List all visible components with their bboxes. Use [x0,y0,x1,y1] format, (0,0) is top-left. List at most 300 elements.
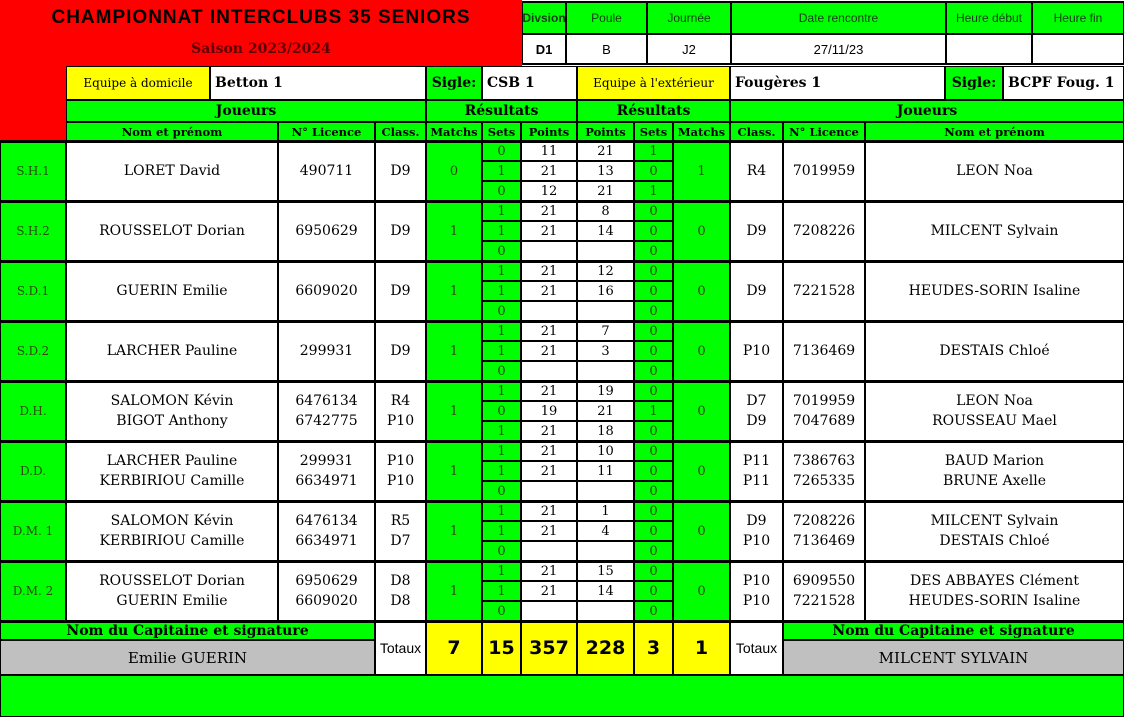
home-player-licence-line[interactable]: 299931 [299,343,354,359]
away-player-name-line[interactable]: DESTAIS Chloé [939,343,1050,359]
home-set-points[interactable]: 19 [521,401,577,421]
away-player-licence-line[interactable]: 7047689 [792,413,856,429]
home-player-class-line[interactable]: D7 [390,533,411,549]
home-set-result[interactable]: 1 [482,381,521,401]
away-player-class [730,501,783,561]
away-player-name [865,201,1124,261]
home-set-points[interactable]: 21 [521,221,577,241]
away-player-licence-line[interactable]: 7136469 [792,533,856,549]
col-home-matchs: Matchs [426,122,482,141]
away-player-licence [783,441,865,501]
away-player-name [865,321,1124,381]
away-captain-name[interactable]: MILCENT SYLVAIN [783,640,1124,675]
home-matchs-won[interactable]: 1 [426,441,482,501]
away-player-class [730,561,783,621]
season-label: Saison 2023/2024 [191,41,331,57]
home-player-class-line[interactable]: D9 [390,283,411,299]
away-set-result[interactable]: 1 [634,181,673,201]
away-set-result[interactable]: 1 [634,141,673,161]
home-player-name-line[interactable]: BIGOT Anthony [116,413,228,429]
home-set-points[interactable]: 21 [521,281,577,301]
away-set-result[interactable]: 0 [634,521,673,541]
away-set-result[interactable]: 0 [634,501,673,521]
away-player-licence [783,201,865,261]
home-player-name-line[interactable]: KERBIRIOU Camille [99,473,245,489]
home-captain-label: Nom du Capitaine et signature [0,621,375,640]
away-set-result[interactable]: 0 [634,601,673,621]
home-player-class [375,381,426,441]
total-away-sets: 3 [634,621,673,675]
match-label: S.H.1 [0,141,66,201]
away-player-class-line[interactable]: P10 [742,533,771,549]
home-player-name [66,321,278,381]
away-set-points[interactable]: 21 [577,141,634,161]
home-player-licence [278,141,375,201]
home-team-name[interactable]: Betton 1 [210,66,426,100]
away-player-class-line[interactable]: R4 [746,163,767,179]
away-set-points[interactable]: 18 [577,421,634,441]
col-home-points: Points [521,122,577,141]
home-player-licence-line[interactable]: 490711 [299,163,354,179]
away-player-class-line[interactable]: P10 [742,593,771,609]
away-matchs-won[interactable]: 0 [673,201,730,261]
away-set-result[interactable]: 0 [634,561,673,581]
away-set-result[interactable]: 0 [634,261,673,281]
total-home-points: 357 [521,621,577,675]
away-player-licence-line[interactable]: 7208226 [792,223,856,239]
away-player-class [730,261,783,321]
away-set-result[interactable]: 0 [634,221,673,241]
home-set-points[interactable]: 21 [521,561,577,581]
away-player-licence-line[interactable]: 7386763 [792,453,856,469]
away-player-class [730,381,783,441]
away-player-licence [783,561,865,621]
home-player-licence [278,261,375,321]
home-player-name [66,261,278,321]
away-player-name-line[interactable]: MILCENT Sylvain [930,513,1059,529]
home-player-name-line[interactable]: KERBIRIOU Camille [99,533,245,549]
away-matchs-won[interactable]: 0 [673,381,730,441]
total-away-points: 228 [577,621,634,675]
row-divider [0,260,1124,263]
away-players-header: Joueurs [730,100,1124,122]
home-player-name [66,201,278,261]
away-set-result[interactable]: 0 [634,201,673,221]
home-player-licence [278,201,375,261]
away-set-result[interactable]: 0 [634,241,673,261]
row-divider [0,560,1124,563]
away-sigle-label: Sigle: [945,66,1003,100]
info-header-division: Divsion [522,1,566,34]
away-set-points[interactable]: 14 [577,221,634,241]
home-player-name-line[interactable]: LARCHER Pauline [106,343,238,359]
away-set-points[interactable]: 16 [577,281,634,301]
home-player-class-line[interactable]: R4 [390,393,411,409]
home-captain-name[interactable]: Emilie GUERIN [0,640,375,675]
total-home-sets: 15 [482,621,521,675]
home-player-class [375,441,426,501]
match-label: D.H. [0,381,66,441]
away-set-result[interactable]: 0 [634,541,673,561]
home-set-points[interactable] [521,301,577,321]
away-player-class-line[interactable]: D7 [746,393,767,409]
home-set-points[interactable]: 21 [521,581,577,601]
away-set-points[interactable]: 11 [577,461,634,481]
col-away-licence: N° Licence [783,122,865,141]
away-set-result[interactable]: 0 [634,301,673,321]
away-player-name-line[interactable]: DESTAIS Chloé [939,533,1050,549]
away-player-licence [783,141,865,201]
away-matchs-won[interactable]: 0 [673,321,730,381]
home-set-points[interactable] [521,361,577,381]
home-set-points[interactable]: 21 [521,441,577,461]
away-set-result[interactable]: 0 [634,581,673,601]
home-set-points[interactable]: 21 [521,421,577,441]
home-set-points[interactable] [521,241,577,261]
home-player-class-line[interactable]: D8 [390,573,411,589]
home-player-name [66,441,278,501]
away-player-licence-line[interactable]: 7265335 [792,473,856,489]
row-divider [0,320,1124,323]
home-set-result[interactable]: 0 [482,481,521,501]
info-value-division[interactable]: D1 [522,34,566,65]
home-players-header: Joueurs [66,100,426,122]
info-header-heure-fin: Heure fin [1032,1,1124,34]
home-matchs-won[interactable]: 0 [426,141,482,201]
info-header-date: Date rencontre [731,1,946,34]
away-player-class-line[interactable]: D9 [746,283,767,299]
away-player-name-line[interactable]: DES ABBAYES Clément [910,573,1079,589]
away-player-licence [783,321,865,381]
home-set-result[interactable]: 0 [482,361,521,381]
away-player-class-line[interactable]: P11 [742,453,771,469]
home-player-class-line[interactable]: P10 [386,453,415,469]
away-matchs-won[interactable]: 0 [673,561,730,621]
match-label: S.D.1 [0,261,66,321]
away-set-result[interactable]: 0 [634,481,673,501]
away-sigle-value[interactable]: BCPF Foug. 1 [1003,66,1124,100]
home-player-class-line[interactable]: P10 [386,413,415,429]
away-player-name-line[interactable]: LEON Noa [956,393,1033,409]
home-player-class-line[interactable]: D9 [390,223,411,239]
away-set-points[interactable]: 7 [577,321,634,341]
away-player-name-line[interactable]: HEUDES-SORIN Isaline [908,283,1081,299]
away-player-name [865,501,1124,561]
col-home-sets: Sets [482,122,521,141]
home-player-licence [278,501,375,561]
match-label: S.D.2 [0,321,66,381]
away-team-label: Equipe à l'extérieur [577,66,730,100]
row-divider [0,200,1124,203]
footer-divider [0,620,1124,623]
col-away-matchs: Matchs [673,122,730,141]
home-matchs-won[interactable]: 1 [426,321,482,381]
away-player-licence-line[interactable]: 7208226 [792,513,856,529]
home-player-name-line[interactable]: ROUSSELOT Dorian [99,223,245,239]
away-player-name [865,261,1124,321]
away-matchs-won[interactable]: 0 [673,441,730,501]
info-value-heure-debut[interactable] [946,34,1032,65]
home-set-result[interactable]: 1 [482,341,521,361]
away-set-points[interactable]: 19 [577,381,634,401]
info-value-date[interactable]: 27/11/23 [731,34,946,65]
away-team-name[interactable]: Fougères 1 [730,66,945,100]
home-set-points[interactable]: 21 [521,381,577,401]
away-player-licence [783,381,865,441]
info-value-poule[interactable]: B [566,34,647,65]
home-set-result[interactable]: 1 [482,461,521,481]
row-divider [0,440,1124,443]
home-player-class-line[interactable]: P10 [386,473,415,489]
home-set-points[interactable]: 21 [521,341,577,361]
away-set-points[interactable] [577,481,634,501]
home-player-name [66,501,278,561]
away-set-result[interactable]: 0 [634,321,673,341]
away-set-result[interactable]: 0 [634,421,673,441]
home-matchs-won[interactable]: 1 [426,201,482,261]
home-player-licence-line[interactable]: 6634971 [295,473,358,489]
home-set-result[interactable]: 0 [482,301,521,321]
col-away-class: Class. [730,122,783,141]
home-set-result[interactable]: 0 [482,601,521,621]
home-set-result[interactable]: 1 [482,581,521,601]
home-player-licence-line[interactable]: 6609020 [295,593,358,609]
home-set-result[interactable]: 0 [482,241,521,261]
away-set-points[interactable]: 13 [577,161,634,181]
home-player-licence [278,321,375,381]
home-sigle-value[interactable]: CSB 1 [482,66,577,100]
home-player-licence-line[interactable]: 6950629 [295,223,358,239]
away-set-points[interactable]: 10 [577,441,634,461]
col-away-sets: Sets [634,122,673,141]
away-set-result[interactable]: 0 [634,161,673,181]
home-player-name-line[interactable]: LARCHER Pauline [106,453,238,469]
away-player-class-line[interactable]: P11 [742,473,771,489]
away-player-class [730,201,783,261]
page-title: CHAMPIONNAT INTERCLUBS 35 SENIORS [51,7,471,28]
home-player-licence-line[interactable]: 6742775 [295,413,358,429]
info-header-journee: Journée [647,1,731,34]
away-player-name-line[interactable]: HEUDES-SORIN Isaline [908,593,1081,609]
away-set-points[interactable]: 21 [577,181,634,201]
col-away-points: Points [577,122,634,141]
home-set-result[interactable]: 1 [482,261,521,281]
away-player-class [730,441,783,501]
away-player-class-line[interactable]: P10 [742,573,771,589]
home-player-licence [278,561,375,621]
away-set-points[interactable]: 21 [577,401,634,421]
match-label: D.D. [0,441,66,501]
home-player-licence [278,381,375,441]
away-matchs-won[interactable]: 0 [673,261,730,321]
col-away-name: Nom et prénom [865,122,1124,141]
info-header-poule: Poule [566,1,647,34]
home-player-name-line[interactable]: ROUSSELOT Dorian [99,573,245,589]
away-player-class-line[interactable]: D9 [746,413,767,429]
away-set-result[interactable]: 1 [634,401,673,421]
away-player-licence-line[interactable]: 7221528 [792,593,856,609]
home-player-class [375,561,426,621]
home-set-result[interactable]: 1 [482,421,521,441]
away-totals-label: Totaux [730,621,783,675]
home-player-name [66,561,278,621]
away-set-points[interactable] [577,541,634,561]
info-value-journee[interactable]: J2 [647,34,731,65]
info-header-heure-debut: Heure début [946,1,1032,34]
away-set-points[interactable] [577,361,634,381]
away-player-class-line[interactable]: D9 [746,513,767,529]
away-player-class-line[interactable]: D9 [746,223,767,239]
home-player-licence [278,441,375,501]
home-player-licence-line[interactable]: 6609020 [295,283,358,299]
away-set-result[interactable]: 0 [634,461,673,481]
total-away-matchs: 1 [673,621,730,675]
col-home-class: Class. [375,122,426,141]
home-set-result[interactable]: 0 [482,181,521,201]
away-set-points[interactable] [577,301,634,321]
home-player-class-line[interactable]: R5 [390,513,411,529]
home-set-result[interactable]: 1 [482,501,521,521]
away-player-name-line[interactable]: BRUNE Axelle [942,473,1047,489]
away-player-licence-line[interactable]: 7019959 [792,163,856,179]
footer-band [0,675,1124,717]
col-home-licence: N° Licence [278,122,375,141]
info-value-heure-fin[interactable] [1032,34,1124,65]
title-block-left [0,66,66,141]
away-set-points[interactable]: 1 [577,501,634,521]
home-player-class [375,141,426,201]
away-set-points[interactable]: 3 [577,341,634,361]
home-matchs-won[interactable]: 1 [426,261,482,321]
away-player-name [865,441,1124,501]
away-set-result[interactable]: 0 [634,281,673,301]
away-set-points[interactable]: 15 [577,561,634,581]
away-player-name [865,381,1124,441]
home-set-result[interactable]: 1 [482,221,521,241]
home-player-class [375,261,426,321]
away-player-name-line[interactable]: MILCENT Sylvain [930,223,1059,239]
home-set-result[interactable]: 0 [482,401,521,421]
row-divider [0,500,1124,503]
home-player-class [375,501,426,561]
home-player-name-line[interactable]: GUERIN Emilie [116,593,228,609]
home-set-result[interactable]: 1 [482,321,521,341]
home-set-result[interactable]: 0 [482,141,521,161]
col-home-name: Nom et prénom [66,122,278,141]
away-set-points[interactable]: 8 [577,201,634,221]
away-set-result[interactable]: 0 [634,341,673,361]
home-set-points[interactable]: 21 [521,321,577,341]
home-set-points[interactable]: 21 [521,521,577,541]
match-label: S.H.2 [0,201,66,261]
home-set-result[interactable]: 0 [482,541,521,561]
home-player-name-line[interactable]: SALOMON Kévin [110,393,234,409]
away-player-licence-line[interactable]: 6909550 [792,573,856,589]
home-set-points[interactable]: 21 [521,261,577,281]
home-set-result[interactable]: 1 [482,521,521,541]
home-player-class-line[interactable]: D8 [390,593,411,609]
home-player-name-line[interactable]: SALOMON Kévin [110,513,234,529]
away-set-points[interactable] [577,601,634,621]
row-divider [0,380,1124,383]
home-matchs-won[interactable]: 1 [426,561,482,621]
home-results-header: Résultats [426,100,577,122]
away-player-name-line[interactable]: BAUD Marion [944,453,1045,469]
home-set-points[interactable]: 11 [521,141,577,161]
away-player-licence-line[interactable]: 7221528 [792,283,856,299]
home-matchs-won[interactable]: 1 [426,381,482,441]
home-player-name [66,141,278,201]
away-player-class [730,141,783,201]
away-player-class-line[interactable]: P10 [742,343,771,359]
away-player-name-line[interactable]: LEON Noa [956,163,1033,179]
away-captain-label: Nom du Capitaine et signature [783,621,1124,640]
away-player-licence-line[interactable]: 7019959 [792,393,856,409]
home-player-name-line[interactable]: LORET David [123,163,221,179]
home-player-class-line[interactable]: D9 [390,163,411,179]
away-set-result[interactable]: 0 [634,361,673,381]
home-set-points[interactable] [521,541,577,561]
home-set-points[interactable]: 21 [521,161,577,181]
away-set-points[interactable]: 4 [577,521,634,541]
home-matchs-won[interactable]: 1 [426,501,482,561]
home-set-result[interactable]: 1 [482,201,521,221]
home-set-points[interactable] [521,481,577,501]
home-totals-label: Totaux [375,621,426,675]
away-set-result[interactable]: 0 [634,441,673,461]
home-set-points[interactable]: 21 [521,461,577,481]
row-divider [0,140,1124,143]
home-player-class [375,201,426,261]
home-player-licence-line[interactable]: 6950629 [295,573,358,589]
away-set-points[interactable] [577,241,634,261]
away-matchs-won[interactable]: 0 [673,501,730,561]
home-set-points[interactable]: 21 [521,201,577,221]
away-results-header: Résultats [577,100,730,122]
home-set-result[interactable]: 1 [482,561,521,581]
away-player-licence [783,501,865,561]
home-set-result[interactable]: 1 [482,441,521,461]
home-player-licence-line[interactable]: 299931 [299,453,354,469]
total-home-matchs: 7 [426,621,482,675]
home-player-name-line[interactable]: GUERIN Emilie [116,283,228,299]
away-player-licence-line[interactable]: 7136469 [792,343,856,359]
away-set-points[interactable]: 12 [577,261,634,281]
match-label: D.M. 2 [0,561,66,621]
home-set-result[interactable]: 1 [482,281,521,301]
home-player-class [375,321,426,381]
home-player-licence-line[interactable]: 6476134 [295,393,358,409]
away-player-class [730,321,783,381]
match-label: D.M. 1 [0,501,66,561]
home-player-class-line[interactable]: D9 [390,343,411,359]
home-sigle-label: Sigle: [426,66,482,100]
home-player-licence-line[interactable]: 6476134 [295,513,358,529]
away-player-licence [783,261,865,321]
home-team-label: Equipe à domicile [66,66,210,100]
home-set-result[interactable]: 1 [482,161,521,181]
home-set-points[interactable]: 12 [521,181,577,201]
away-player-name [865,561,1124,621]
home-player-licence-line[interactable]: 6634971 [295,533,358,549]
home-player-name [66,381,278,441]
away-set-result[interactable]: 0 [634,381,673,401]
away-matchs-won[interactable]: 1 [673,141,730,201]
away-player-name-line[interactable]: ROUSSEAU Mael [932,413,1057,429]
home-set-points[interactable] [521,601,577,621]
home-set-points[interactable]: 21 [521,501,577,521]
away-set-points[interactable]: 14 [577,581,634,601]
